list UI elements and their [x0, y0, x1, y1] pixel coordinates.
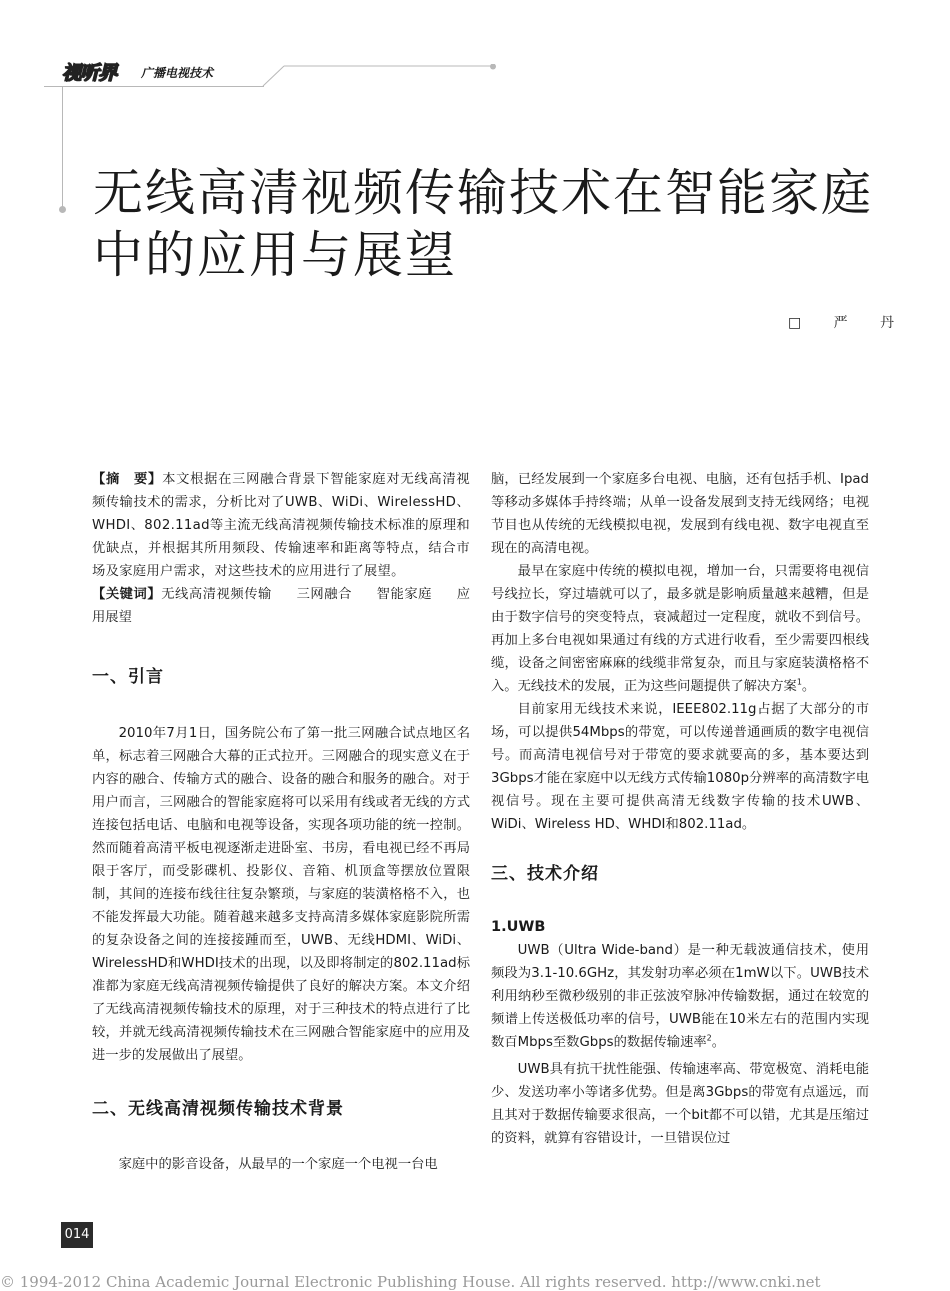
article-title-line-2: 中的应用与展望	[93, 226, 457, 284]
journal-logo: 视听界	[62, 62, 117, 84]
paragraph	[491, 560, 869, 698]
journal-section-label: 广播电视技术	[141, 66, 214, 80]
paragraph	[491, 939, 869, 1054]
paragraph: 目前家用无线技术来说，IEEE802.11g占据了大部分的市场，可以提供54Mbps的带宽，可以传递普通画质的数字电视信号。而高清电视信号对于带宽的要求就要高的多，基本要达到3Gbps才能在家庭中以无线方式传输1080p分辨率的高清数字电视信号。现在主要可提供高清无线数字传输的技术UWB、WiDi、Wireless HD、WHDI和802.11ad。	[491, 702, 869, 832]
header-rule-vertical	[62, 86, 63, 210]
section-heading-technology: 三、技术介绍	[491, 864, 599, 884]
citation-ref: 2	[706, 1033, 712, 1043]
keywords-text: 无线高清视频传输 三网融合 智能家庭 应用展望	[92, 587, 471, 625]
author-name: □ 严 丹	[788, 315, 909, 331]
article-title-line-1: 无线高清视频传输技术在智能家庭	[93, 164, 873, 222]
paragraph: 2010年7月1日，国务院公布了第一批三网融合试点地区名单，标志着三网融合大幕的正式拉开。三网融合的现实意义在于内容的融合、传输方式的融合、设备的融合和服务的融合。对于用户而言，三网融合的智能家庭将可以采用有线或者无线的方式连接包括电话、电脑和电视等设备，实现各项功能的统一控制。然而随着高清平板电视逐渐走进卧室、书房，看电视已经不再局限于客厅，而受影碟机、投影仪、音箱、机顶盒等摆放位置限制，其间的连接布线往往复杂繁琐，与家庭的装潢格格不入，也不能发挥最大功能。随着越来越多支持高清多媒体家庭影院所需的复杂设备之间的连接接踵而至，UWB、无线HDMI、WiDi、WirelessHD和WHDI技术的出现，以及即将制定的802.11ad标准都为家庭无线高清视频传输提供了良好的解决方案。本文介绍了无线高清视频传输技术的原理，对于三种技术的特点进行了比较，并就无线高清视频传输技术在三网融合智能家庭中的应用及进一步的发展做出了展望。	[92, 726, 470, 1063]
section-heading-background: 二、无线高清视频传输技术背景	[92, 1099, 344, 1119]
abstract	[92, 468, 470, 583]
keywords	[92, 583, 470, 629]
paragraph-end: 。	[711, 1035, 726, 1050]
header-rule-dot-left	[59, 206, 66, 213]
paragraph-text: 最早在家庭中传统的模拟电视，增加一台，只需要将电视信号线拉长，穿过墙就可以了，最多就是影响质量越来越糟，但是由于数字信号的突变特点，衰减超过一定程度，就收不到信号。再加上多台电视如果通过有线的方式进行收看，至少需要四根线缆，设备之间密密麻麻的线缆非常复杂，而且与家庭装潢格格不入。无线技术的发展，正为这些问题提供了解决方案	[491, 564, 869, 694]
paragraph: 脑，已经发展到一个家庭多台电视、电脑，还有包括手机、Ipad等移动多媒体手持终端；从单一设备发展到支持无线网络；电视节目也从传统的无线模拟电视，发展到有线电视、数字电视直至现在的高清电视。	[491, 472, 869, 556]
keywords-label: 【关键词】	[92, 587, 162, 602]
article-title	[93, 162, 883, 286]
paragraph-text: UWB（Ultra Wide-band）是一种无载波通信技术，使用频段为3.1-10.6GHz，其发射功率必须在1mW以下。UWB技术利用纳秒至微秒级别的非正弦波窄脉冲传输数据，通过在较宽的频谱上传送极低功率的信号，UWB能在10米左右的范围内实现数百Mbps至数Gbps的数据传输速率	[491, 943, 869, 1050]
page-number: 014	[61, 1222, 93, 1248]
header-rule-left	[44, 86, 264, 87]
paragraph: 家庭中的影音设备，从最早的一个家庭一个电视一台电	[118, 1157, 438, 1172]
left-column	[92, 468, 470, 1176]
abstract-label: 【摘 要】	[92, 472, 163, 487]
copyright-notice: © 1994-2012 China Academic Journal Electronic Publishing House. All rights reserved. http://www.cnki.net	[0, 1273, 821, 1291]
right-column	[491, 468, 869, 1150]
section-heading-introduction: 一、引言	[92, 667, 164, 687]
paragraph: UWB具有抗干扰性能强、传输速率高、带宽极宽、消耗电能少、发送功率小等诸多优势。但是离3Gbps的带宽有点遥远，而且其对于数据传输要求很高，一个bit都不可以错，尤其是压缩过的资料，就算有容错设计，一旦错误位过	[491, 1062, 869, 1146]
abstract-text: 本文根据在三网融合背景下智能家庭对无线高清视频传输技术的需求，分析比对了UWB、WiDi、WirelessHD、WHDI、802.11ad等主流无线高清视频传输技术标准的原理和优缺点，并根据其所用频段、传输速率和距离等特点，结合市场及家庭用户需求，对这些技术的应用进行了展望。	[92, 472, 470, 579]
header-rule-slant	[262, 64, 502, 88]
paragraph-end: 。	[801, 679, 816, 694]
subsection-heading-uwb: 1.UWB	[491, 919, 546, 935]
citation-ref: 1	[796, 677, 802, 687]
